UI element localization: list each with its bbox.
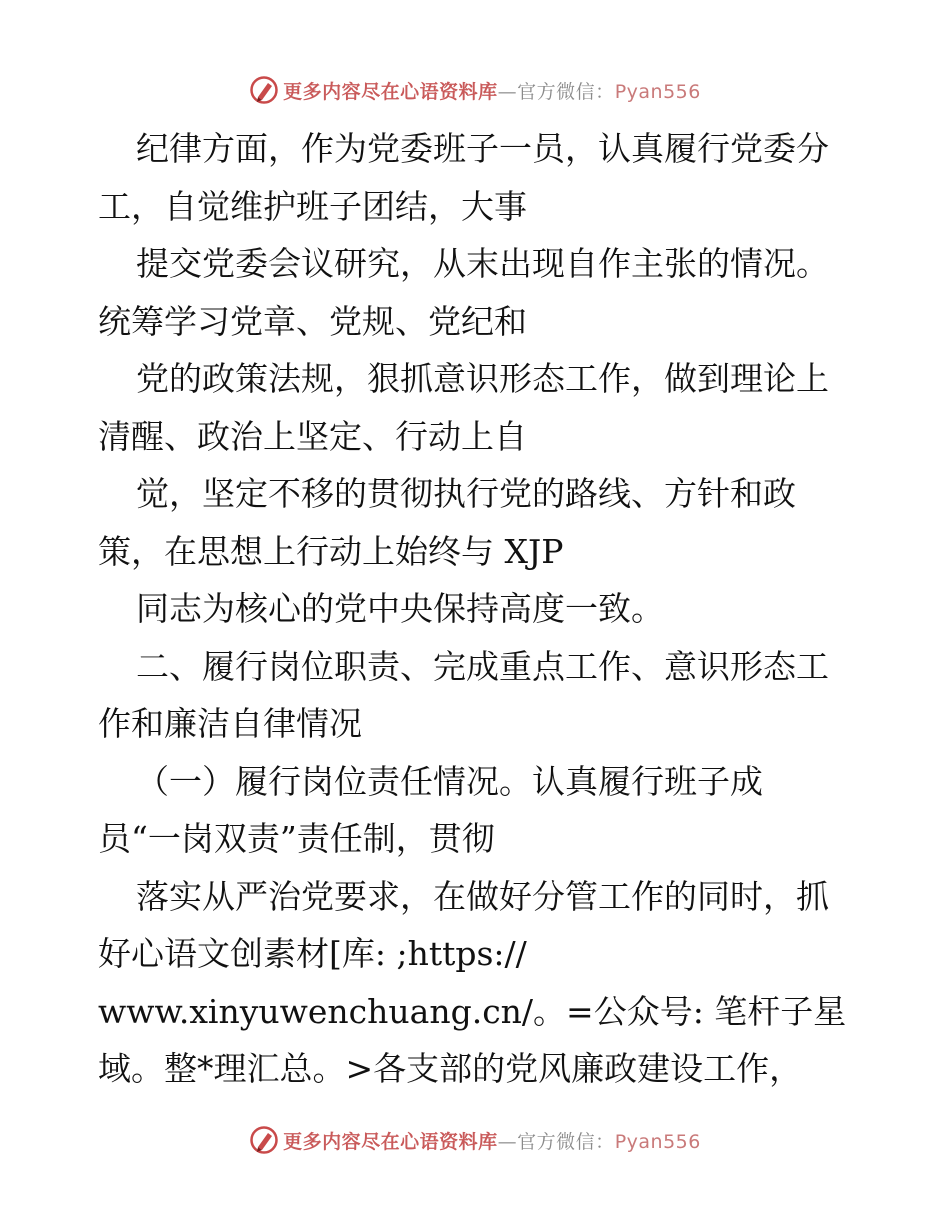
banner-wechat-id: Pyan556: [614, 1130, 701, 1153]
banner-wechat-label: 官方微信：: [517, 1130, 615, 1153]
text-line: 提交党委会议研究，从末出现自作主张的情况。: [136, 244, 829, 283]
text-line: 员“一岗双责”责任制，贯彻: [98, 819, 495, 858]
text-line: 工，自觉维护班子团结，大事: [98, 186, 527, 226]
pen-logo-icon: [249, 75, 279, 105]
text-line: 清醒、政治上坚定、行动上自: [98, 416, 527, 456]
text-line: www.xinyuwenchuang.cn/。=公众号: 笔杆子星: [98, 991, 847, 1031]
subsection-heading: （一）履行岗位责任情况。认真履行班子成: [136, 761, 763, 801]
text-line: 党的政策法规，狠抓意识形态工作，做到理论上: [136, 359, 829, 398]
text-line: 策，在思想上行动上始终与 XJP: [98, 531, 564, 571]
section-heading: 二、履行岗位职责、完成重点工作、意识形态工: [136, 646, 829, 686]
banner-dash: —: [497, 1130, 518, 1153]
text-line: 落实从严治党要求，在做好分管工作的同时，抓: [136, 876, 829, 916]
banner-text: [283, 1127, 701, 1154]
document-body: [98, 120, 858, 1098]
text-line: 好心语文创素材[库: ;https://: [98, 934, 527, 973]
text-line: 纪律方面，作为党委班子一员，认真履行党委分: [136, 129, 829, 168]
banner-text: [283, 77, 701, 104]
text-line: 域。整*理汇总。>各支部的党风廉政建设工作，: [98, 1049, 803, 1088]
pen-logo-icon: [249, 1125, 279, 1155]
header-banner: [0, 70, 950, 110]
text-line: 统筹学习党章、党规、党纪和: [98, 301, 527, 341]
banner-dash: —: [497, 80, 518, 103]
banner-wechat-label: 官方微信：: [517, 80, 615, 103]
text-line: 同志为核心的党中央保持高度一致。: [136, 589, 664, 628]
banner-main-text: 更多内容尽在心语资料库: [283, 1130, 498, 1153]
banner-wechat-id: Pyan556: [614, 80, 701, 103]
footer-banner: [0, 1120, 950, 1160]
section-heading-continued: 作和廉洁自律情况: [98, 704, 362, 743]
text-line: 觉，坚定不移的贯彻执行党的路线、方针和政: [136, 474, 796, 513]
banner-main-text: 更多内容尽在心语资料库: [283, 80, 498, 103]
